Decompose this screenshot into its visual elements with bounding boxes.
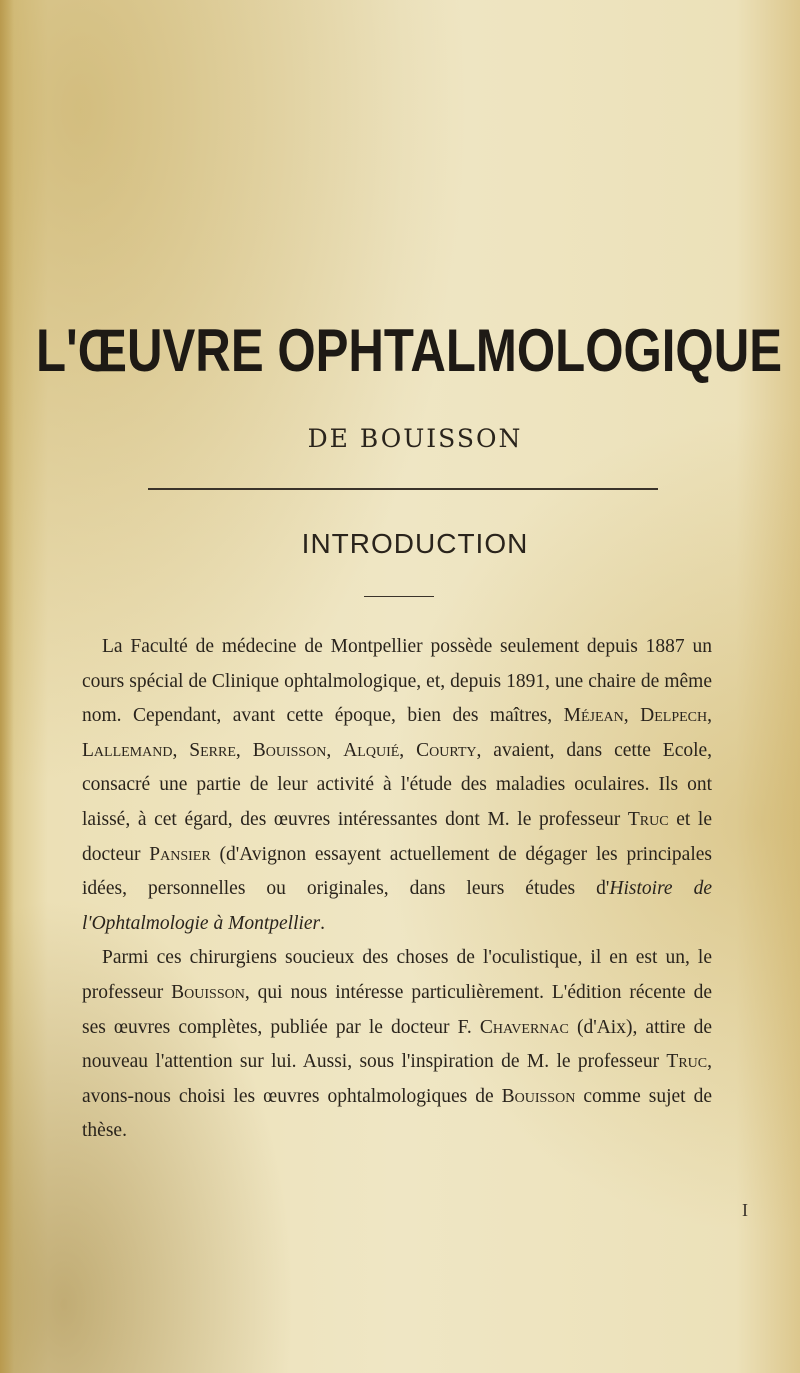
author-name: Chavernac xyxy=(479,1016,569,1038)
author-name: Bouisson xyxy=(171,981,245,1003)
body-text xyxy=(82,630,712,1149)
paragraph-1: La Faculté de médecine de Montpellier possède seulement depuis 1887 un cours spécial de Clinique ophtalmologique, et, depuis 1891, une chaire de même nom. Cependant, avant cette époque, bien des maîtres, Méjean, Delpech, Lallemand, Serre, Bouisson, Alquié, Courty, avaient, dans cette Ecole, consacré une partie de leur activité à l'étude des maladies oculaires. Ils ont laissé, à cet égard, des œuvres intéressantes dont M. le professeur Truc et le docteur Pansier (d'Avignon essayent actuellement de dégager les principales idées, personnelles ou originales, dans leurs études d'Histoire de l'Ophtalmologie à Montpellier. xyxy=(82,636,713,934)
author-name: Courty xyxy=(416,739,477,761)
author-name: Truc xyxy=(627,808,669,830)
book-title: Histoire de l'Ophtalmologie à Montpellier xyxy=(82,878,712,934)
page-edge-shadow xyxy=(0,0,14,1373)
author-name: Serre xyxy=(189,739,236,761)
author-name: Bouisson xyxy=(501,1085,576,1107)
heading-divider xyxy=(364,596,434,597)
author-name: Bouisson xyxy=(252,739,327,761)
page-mark: I xyxy=(742,1200,748,1220)
author-name: Lallemand xyxy=(82,739,173,761)
author-name: Truc xyxy=(666,1051,708,1073)
paragraph-2: Parmi ces chirurgiens soucieux des choses de l'oculistique, il en est un, le professeur Bouisson, qui nous intéresse particulièrement. L'édition récente de ses œuvres complètes, publiée par le docteur F. Chavernac (d'Aix), attire de nouveau l'attention sur lui. Aussi, sous l'inspiration de M. le professeur Truc, avons-nous choisi les œuvres ophtalmologiques de Bouisson comme sujet de thèse. xyxy=(82,947,712,1142)
author-name: Pansier xyxy=(149,843,211,865)
document-subtitle: DE BOUISSON xyxy=(307,424,523,453)
author-name: Méjean xyxy=(563,705,624,727)
title-divider xyxy=(148,488,658,490)
section-heading: INTRODUCTION xyxy=(301,528,529,559)
author-name: Alquié xyxy=(343,739,400,761)
document-title: L'ŒUVRE OPHTALMOLOGIQUE xyxy=(36,317,783,384)
author-name: Delpech xyxy=(640,705,708,727)
